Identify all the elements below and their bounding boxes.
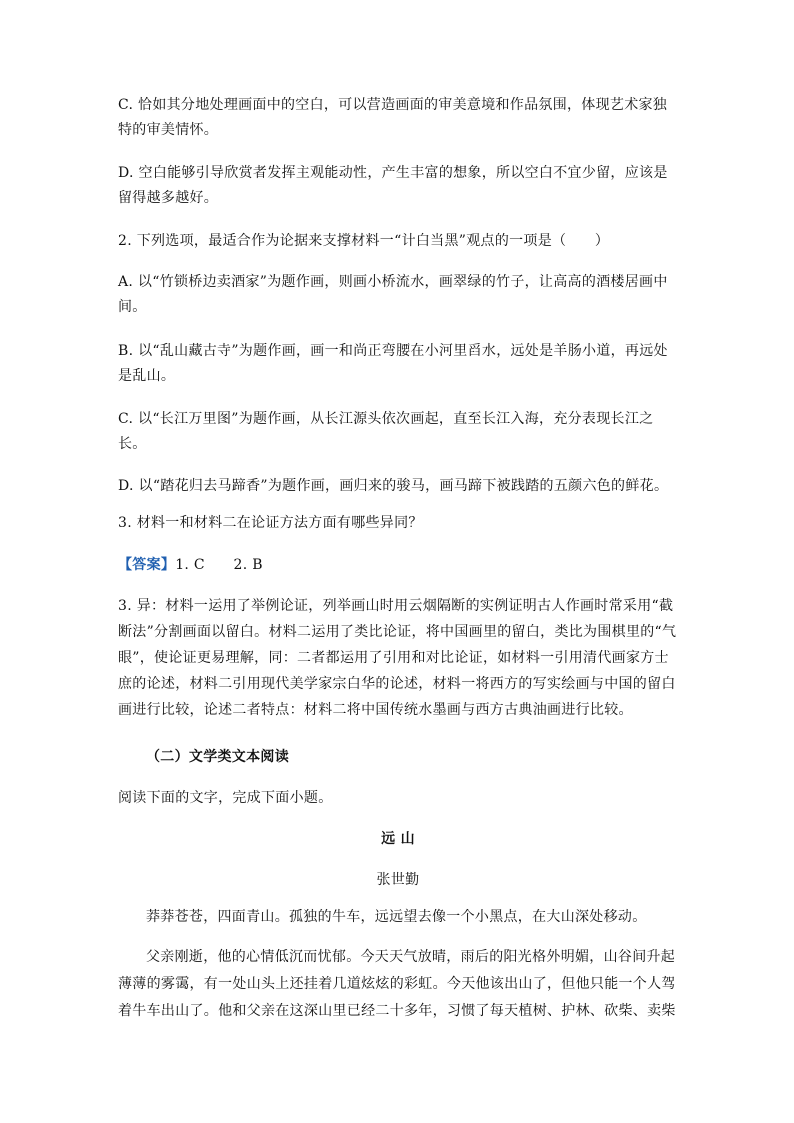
q2-option-d: D. 以“踏花归去马蹄香”为题作画，画归来的骏马，画马蹄下被践踏的五颜六色的鲜花。 xyxy=(118,478,669,494)
story-author: 张世勤 xyxy=(376,872,420,888)
q3-stem: 3. 材料一和材料二在论证方法方面有哪些异同？ xyxy=(118,515,423,531)
q1-option-c: C. 恰如其分地处理画面中的空白，可以营造画面的审美意境和作品氛围，体现艺术家独特的审美情怀。 xyxy=(118,97,668,138)
answer-choices: 1. C 2. B xyxy=(175,557,263,573)
q3-answer: 3. 异：材料一运用了举例论证，列举画山时用云烟隔断的实例证明古人作画时常采用“截断法”分割画面以留白。材料二运用了类比论证，将中国画里的留白，类比为围棋里的“气眼”，使论证更易理解，同：二者都运用了引用和对比论证，如材料一引用清代画家方士庶的论述，材料二引用现代美学家宗白华的论述，材料一将西方的写实绘画与中国的留白画进行比较，论述二者特点：材料二将中国传统水墨画与西方古典油画进行比较。 xyxy=(118,598,677,718)
q2-option-a: A. 以“竹锁桥边卖酒家”为题作画，则画小桥流水，画翠绿的竹子，让高高的酒楼居画中间。 xyxy=(118,274,668,315)
story-title: 远 山 xyxy=(381,831,415,847)
section-instruction: 阅读下面的文字，完成下面小题。 xyxy=(118,790,333,806)
q1-option-d: D. 空白能够引导欣赏者发挥主观能动性，产生丰富的想象，所以空白不宜少留，应该是留得越多越好。 xyxy=(118,165,668,206)
story-paragraph-2: 父亲刚逝，他的心情低沉而忧郁。今天天气放晴，雨后的阳光格外明媚，山谷间升起薄薄的雾霭，有一处山头上还挂着几道炫炫的彩虹。今天他该出山了，但他只能一个人驾着牛车出山了。他和父亲在这深山里已经二十多年，习惯了每天植树、护林、砍柴、卖柴 xyxy=(118,949,676,1019)
answer-tag: 【答案】 xyxy=(118,557,176,573)
q2-option-b: B. 以“乱山藏古寺”为题作画，画一和尚正弯腰在小河里舀水，远处是羊肠小道，再远处是乱山。 xyxy=(118,343,668,384)
q2-option-c: C. 以“长江万里图”为题作画，从长江源头依次画起，直至长江入海，充分表现长江之长。 xyxy=(118,411,654,452)
story-paragraph-1: 莽莽苍苍，四面青山。孤独的牛车，远远望去像一个小黑点，在大山深处移动。 xyxy=(146,909,647,925)
q2-stem: 2. 下列选项，最适合作为论据来支撑材料一“计白当黑”观点的一项是（ ） xyxy=(118,233,610,249)
section-heading: （二）文学类文本阅读 xyxy=(146,749,289,765)
answer-line xyxy=(118,553,678,578)
